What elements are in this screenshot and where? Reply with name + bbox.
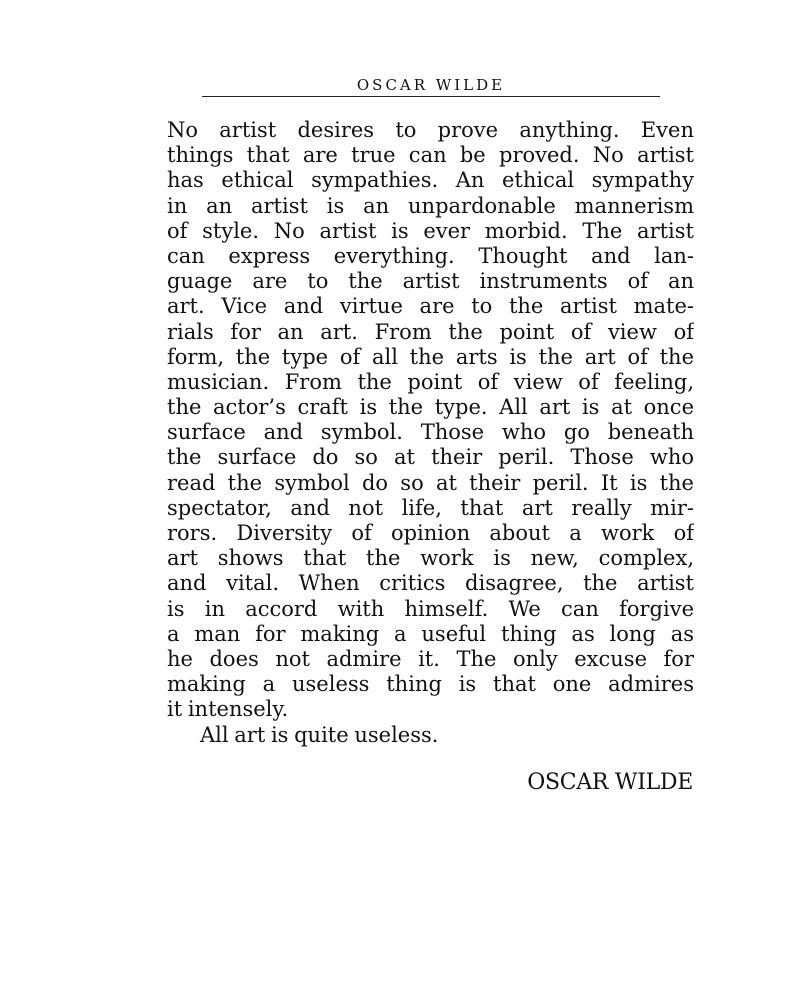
text-line: is in accord with himself. We can forgive bbox=[167, 596, 694, 621]
text-line: and vital. When critics disagree, the artist bbox=[167, 571, 694, 596]
closing-line: All art is quite useless. bbox=[200, 722, 439, 747]
paragraph-end-line: it intensely. bbox=[167, 697, 289, 722]
text-line: the surface do so at their peril. Those who bbox=[167, 445, 694, 470]
text-line: in an artist is an unpardonable mannerism bbox=[167, 193, 694, 218]
author-signature: OSCAR WILDE bbox=[527, 770, 693, 795]
running-head: OSCAR WILDE bbox=[202, 74, 660, 97]
text-line: can express everything. Thought and lan- bbox=[167, 243, 694, 268]
text-line: of style. No artist is ever morbid. The artist bbox=[167, 218, 694, 243]
text-line: he does not admire it. The only excuse for bbox=[167, 646, 694, 671]
text-line: making a useless thing is that one admires bbox=[167, 672, 694, 697]
text-line: No artist desires to prove anything. Even bbox=[167, 118, 694, 142]
text-line: form, the type of all the arts is the art of the bbox=[167, 344, 694, 369]
text-line: art shows that the work is new, complex, bbox=[167, 546, 694, 571]
body-text bbox=[167, 118, 694, 748]
text-line: guage are to the artist instruments of an bbox=[167, 269, 694, 294]
text-line: rors. Diversity of opinion about a work of bbox=[167, 521, 694, 545]
text-line: the actor’s craft is the type. All art is at once bbox=[167, 395, 694, 420]
text-line: surface and symbol. Those who go beneath bbox=[167, 420, 694, 445]
text-line: things that are true can be proved. No artist bbox=[167, 143, 694, 168]
text-line: spectator, and not life, that art really mir- bbox=[167, 495, 694, 520]
text-line: art. Vice and virtue are to the artist mate- bbox=[167, 294, 694, 319]
text-line: rials for an art. From the point of view of bbox=[167, 319, 694, 344]
text-line: musician. From the point of view of feeling, bbox=[167, 369, 694, 394]
text-line: a man for making a useful thing as long as bbox=[167, 621, 694, 646]
text-line: has ethical sympathies. An ethical sympathy bbox=[167, 168, 694, 193]
text-line: read the symbol do so at their peril. It is the bbox=[167, 470, 694, 495]
